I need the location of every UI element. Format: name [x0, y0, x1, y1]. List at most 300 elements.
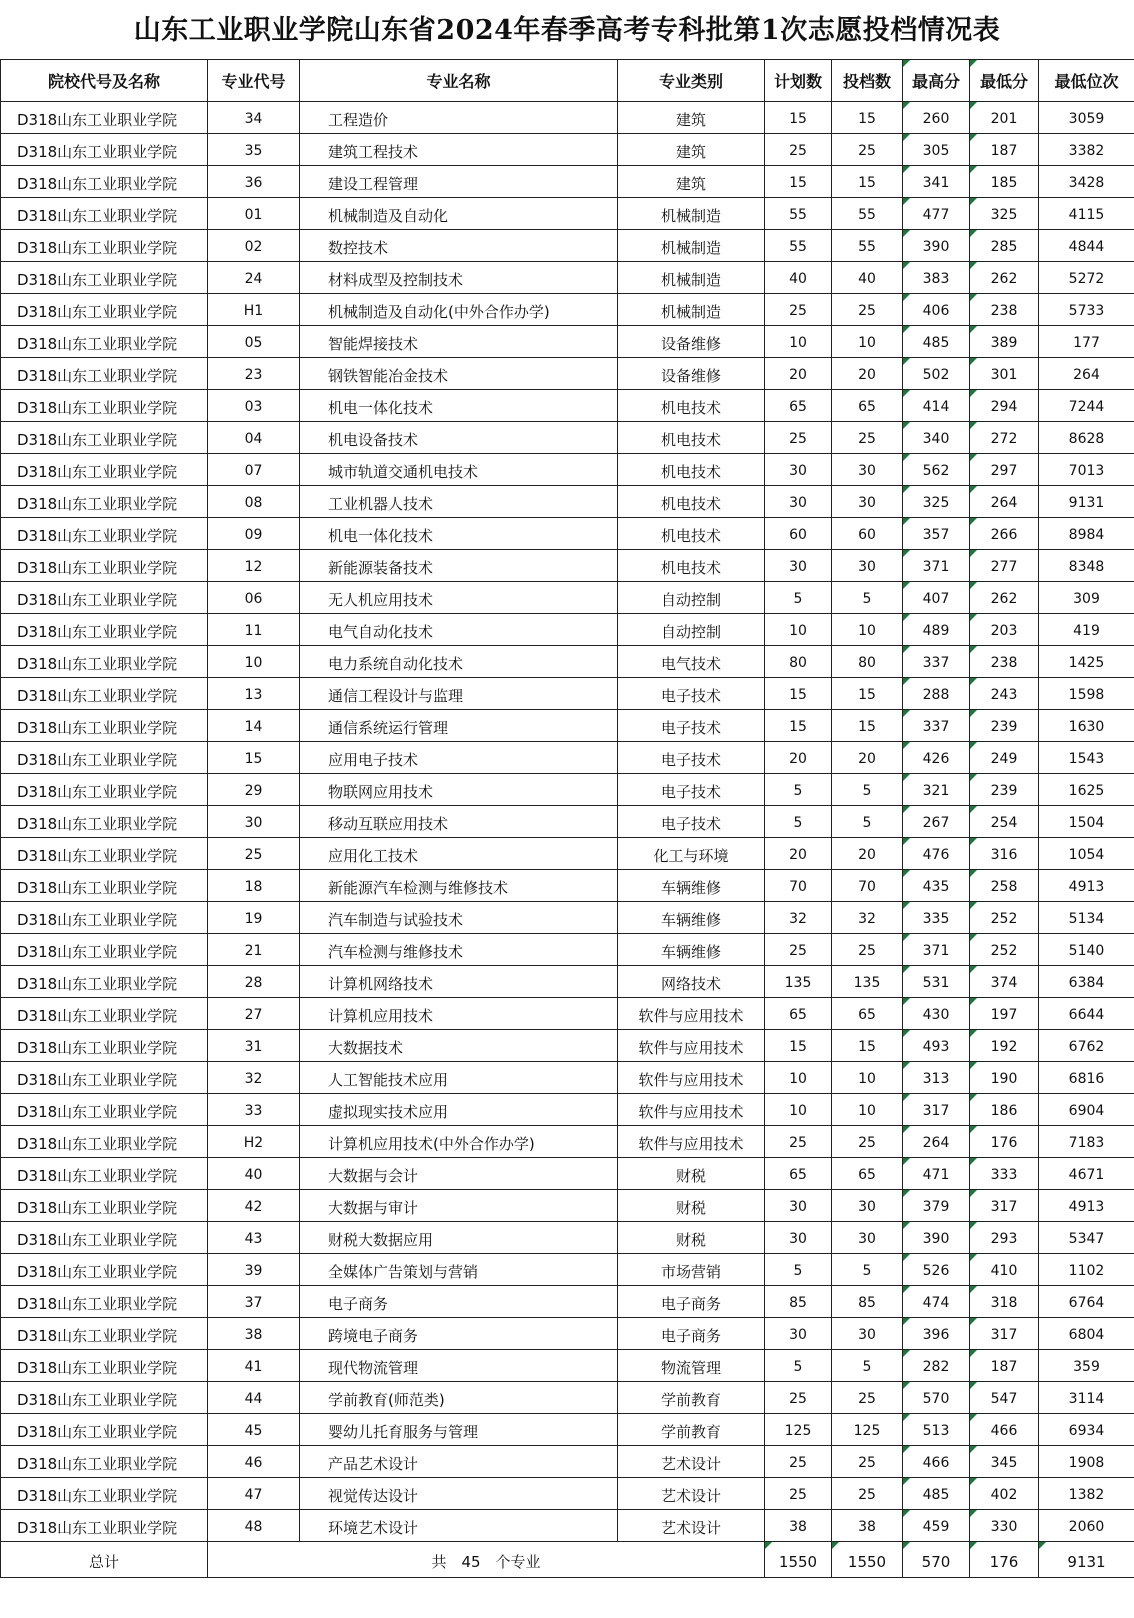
- plan-count-cell: 38: [765, 1510, 832, 1542]
- min-rank-cell: 6644: [1039, 998, 1134, 1030]
- admit-count-cell: 30: [832, 1318, 903, 1350]
- school-cell: D318山东工业职业学院: [1, 998, 208, 1030]
- max-score-cell: 390: [903, 1222, 970, 1254]
- table-row: [1, 1510, 1134, 1542]
- plan-count-cell: 5: [765, 1350, 832, 1382]
- max-score-cell: 407: [903, 582, 970, 614]
- admit-count-cell: 15: [832, 1030, 903, 1062]
- max-score-cell: 396: [903, 1318, 970, 1350]
- table-row: [1, 166, 1134, 198]
- max-score-cell: 383: [903, 262, 970, 294]
- major-category-cell: 电子商务: [618, 1318, 765, 1350]
- max-score-cell: 435: [903, 870, 970, 902]
- header-major-code: 专业代号: [208, 60, 300, 102]
- max-score-cell: 430: [903, 998, 970, 1030]
- plan-count-cell: 70: [765, 870, 832, 902]
- min-score-cell: 238: [970, 646, 1039, 678]
- major-name-cell: 学前教育(师范类): [300, 1382, 618, 1414]
- min-rank-cell: 6764: [1039, 1286, 1134, 1318]
- plan-count-cell: 25: [765, 1126, 832, 1158]
- table-row: [1, 806, 1134, 838]
- major-category-cell: 机电技术: [618, 454, 765, 486]
- min-score-cell: 294: [970, 390, 1039, 422]
- min-score-cell: 197: [970, 998, 1039, 1030]
- plan-count-cell: 40: [765, 262, 832, 294]
- plan-count-cell: 65: [765, 390, 832, 422]
- major-category-cell: 车辆维修: [618, 902, 765, 934]
- total-row: [1, 1542, 1134, 1578]
- school-cell: D318山东工业职业学院: [1, 614, 208, 646]
- min-rank-cell: 4115: [1039, 198, 1134, 230]
- major-category-cell: 机电技术: [618, 518, 765, 550]
- major-category-cell: 艺术设计: [618, 1478, 765, 1510]
- table-row: [1, 1350, 1134, 1382]
- major-code-cell: 32: [208, 1062, 300, 1094]
- school-cell: D318山东工业职业学院: [1, 1286, 208, 1318]
- min-score-cell: 187: [970, 1350, 1039, 1382]
- plan-count-cell: 65: [765, 998, 832, 1030]
- table-row: [1, 646, 1134, 678]
- major-code-cell: H2: [208, 1126, 300, 1158]
- min-score-cell: 239: [970, 710, 1039, 742]
- major-category-cell: 机电技术: [618, 422, 765, 454]
- max-score-cell: 282: [903, 1350, 970, 1382]
- min-rank-cell: 264: [1039, 358, 1134, 390]
- major-code-cell: 05: [208, 326, 300, 358]
- major-code-cell: 09: [208, 518, 300, 550]
- admit-count-cell: 5: [832, 806, 903, 838]
- admit-count-cell: 25: [832, 1126, 903, 1158]
- min-score-cell: 293: [970, 1222, 1039, 1254]
- table-row: [1, 262, 1134, 294]
- major-category-cell: 自动控制: [618, 582, 765, 614]
- min-score-cell: 203: [970, 614, 1039, 646]
- table-row: [1, 774, 1134, 806]
- school-cell: D318山东工业职业学院: [1, 1382, 208, 1414]
- admit-count-cell: 5: [832, 774, 903, 806]
- plan-count-cell: 30: [765, 1222, 832, 1254]
- major-name-cell: 新能源汽车检测与维修技术: [300, 870, 618, 902]
- major-code-cell: 39: [208, 1254, 300, 1286]
- school-cell: D318山东工业职业学院: [1, 870, 208, 902]
- min-rank-cell: 6934: [1039, 1414, 1134, 1446]
- min-rank-cell: 4844: [1039, 230, 1134, 262]
- major-code-cell: 27: [208, 998, 300, 1030]
- major-code-cell: 07: [208, 454, 300, 486]
- major-name-cell: 汽车检测与维修技术: [300, 934, 618, 966]
- table-row: [1, 1190, 1134, 1222]
- min-score-cell: 266: [970, 518, 1039, 550]
- total-label: 总计: [1, 1542, 208, 1578]
- min-rank-cell: 3428: [1039, 166, 1134, 198]
- admit-count-cell: 25: [832, 934, 903, 966]
- plan-count-cell: 10: [765, 1062, 832, 1094]
- max-score-cell: 570: [903, 1382, 970, 1414]
- plan-count-cell: 25: [765, 294, 832, 326]
- major-name-cell: 应用电子技术: [300, 742, 618, 774]
- plan-count-cell: 5: [765, 582, 832, 614]
- admission-table: [0, 59, 1134, 1578]
- major-category-cell: 电子技术: [618, 678, 765, 710]
- major-code-cell: 13: [208, 678, 300, 710]
- max-score-cell: 341: [903, 166, 970, 198]
- admit-count-cell: 30: [832, 1222, 903, 1254]
- total-plan: 1550: [765, 1542, 832, 1578]
- major-category-cell: 机械制造: [618, 230, 765, 262]
- major-name-cell: 通信系统运行管理: [300, 710, 618, 742]
- major-name-cell: 计算机应用技术(中外合作办学): [300, 1126, 618, 1158]
- table-row: [1, 902, 1134, 934]
- school-cell: D318山东工业职业学院: [1, 230, 208, 262]
- major-name-cell: 无人机应用技术: [300, 582, 618, 614]
- sheet-title: 山东工业职业学院山东省2024年春季高考专科批第1次志愿投档情况表: [133, 15, 1001, 46]
- min-rank-cell: 1102: [1039, 1254, 1134, 1286]
- major-code-cell: 30: [208, 806, 300, 838]
- major-name-cell: 材料成型及控制技术: [300, 262, 618, 294]
- major-category-cell: 建筑: [618, 166, 765, 198]
- table-row: [1, 966, 1134, 998]
- max-score-cell: 317: [903, 1094, 970, 1126]
- school-cell: D318山东工业职业学院: [1, 902, 208, 934]
- max-score-cell: 485: [903, 326, 970, 358]
- school-cell: D318山东工业职业学院: [1, 582, 208, 614]
- min-score-cell: 239: [970, 774, 1039, 806]
- school-cell: D318山东工业职业学院: [1, 198, 208, 230]
- admit-count-cell: 65: [832, 998, 903, 1030]
- admit-count-cell: 30: [832, 1190, 903, 1222]
- min-score-cell: 325: [970, 198, 1039, 230]
- table-row: [1, 582, 1134, 614]
- major-code-cell: 36: [208, 166, 300, 198]
- plan-count-cell: 25: [765, 1382, 832, 1414]
- max-score-cell: 260: [903, 102, 970, 134]
- table-row: [1, 1094, 1134, 1126]
- table-row: [1, 422, 1134, 454]
- max-score-cell: 485: [903, 1478, 970, 1510]
- table-row: [1, 1318, 1134, 1350]
- admit-count-cell: 20: [832, 838, 903, 870]
- major-code-cell: 14: [208, 710, 300, 742]
- major-category-cell: 车辆维修: [618, 934, 765, 966]
- max-score-cell: 414: [903, 390, 970, 422]
- min-score-cell: 249: [970, 742, 1039, 774]
- max-score-cell: 371: [903, 934, 970, 966]
- major-code-cell: 40: [208, 1158, 300, 1190]
- major-category-cell: 车辆维修: [618, 870, 765, 902]
- school-cell: D318山东工业职业学院: [1, 262, 208, 294]
- max-score-cell: 371: [903, 550, 970, 582]
- min-score-cell: 410: [970, 1254, 1039, 1286]
- major-code-cell: 25: [208, 838, 300, 870]
- min-score-cell: 330: [970, 1510, 1039, 1542]
- max-score-cell: 526: [903, 1254, 970, 1286]
- max-score-cell: 426: [903, 742, 970, 774]
- major-name-cell: 视觉传达设计: [300, 1478, 618, 1510]
- table-row: [1, 998, 1134, 1030]
- admit-count-cell: 10: [832, 326, 903, 358]
- table-row: [1, 102, 1134, 134]
- max-score-cell: 390: [903, 230, 970, 262]
- min-rank-cell: 7013: [1039, 454, 1134, 486]
- major-code-cell: 28: [208, 966, 300, 998]
- plan-count-cell: 5: [765, 806, 832, 838]
- header-major-name: 专业名称: [300, 60, 618, 102]
- major-name-cell: 机电一体化技术: [300, 390, 618, 422]
- min-rank-cell: 6384: [1039, 966, 1134, 998]
- admit-count-cell: 15: [832, 166, 903, 198]
- admit-count-cell: 65: [832, 390, 903, 422]
- major-name-cell: 应用化工技术: [300, 838, 618, 870]
- min-rank-cell: 5733: [1039, 294, 1134, 326]
- major-name-cell: 计算机网络技术: [300, 966, 618, 998]
- plan-count-cell: 20: [765, 742, 832, 774]
- max-score-cell: 489: [903, 614, 970, 646]
- major-code-cell: 34: [208, 102, 300, 134]
- min-rank-cell: 9131: [1039, 486, 1134, 518]
- min-rank-cell: 7244: [1039, 390, 1134, 422]
- major-name-cell: 电气自动化技术: [300, 614, 618, 646]
- admit-count-cell: 15: [832, 678, 903, 710]
- major-category-cell: 财税: [618, 1158, 765, 1190]
- min-score-cell: 201: [970, 102, 1039, 134]
- max-score-cell: 337: [903, 646, 970, 678]
- major-code-cell: 21: [208, 934, 300, 966]
- min-score-cell: 272: [970, 422, 1039, 454]
- major-category-cell: 软件与应用技术: [618, 1030, 765, 1062]
- min-rank-cell: 5347: [1039, 1222, 1134, 1254]
- major-code-cell: 45: [208, 1414, 300, 1446]
- header-min-score: 最低分: [970, 60, 1039, 102]
- max-score-cell: 321: [903, 774, 970, 806]
- major-code-cell: 15: [208, 742, 300, 774]
- admit-count-cell: 40: [832, 262, 903, 294]
- major-category-cell: 机械制造: [618, 198, 765, 230]
- admit-count-cell: 10: [832, 614, 903, 646]
- min-score-cell: 264: [970, 486, 1039, 518]
- min-score-cell: 389: [970, 326, 1039, 358]
- table-row: [1, 1286, 1134, 1318]
- min-score-cell: 466: [970, 1414, 1039, 1446]
- table-row: [1, 1478, 1134, 1510]
- max-score-cell: 474: [903, 1286, 970, 1318]
- min-score-cell: 318: [970, 1286, 1039, 1318]
- max-score-cell: 562: [903, 454, 970, 486]
- min-score-cell: 262: [970, 582, 1039, 614]
- major-category-cell: 艺术设计: [618, 1446, 765, 1478]
- major-name-cell: 现代物流管理: [300, 1350, 618, 1382]
- plan-count-cell: 60: [765, 518, 832, 550]
- header-plan-count: 计划数: [765, 60, 832, 102]
- min-score-cell: 258: [970, 870, 1039, 902]
- admit-count-cell: 65: [832, 1158, 903, 1190]
- table-row: [1, 1222, 1134, 1254]
- major-category-cell: 机电技术: [618, 486, 765, 518]
- school-cell: D318山东工业职业学院: [1, 550, 208, 582]
- major-category-cell: 学前教育: [618, 1382, 765, 1414]
- min-rank-cell: 8628: [1039, 422, 1134, 454]
- table-row: [1, 1158, 1134, 1190]
- major-code-cell: 38: [208, 1318, 300, 1350]
- admit-count-cell: 25: [832, 294, 903, 326]
- school-cell: D318山东工业职业学院: [1, 1318, 208, 1350]
- min-rank-cell: 7183: [1039, 1126, 1134, 1158]
- school-cell: D318山东工业职业学院: [1, 454, 208, 486]
- school-cell: D318山东工业职业学院: [1, 774, 208, 806]
- admit-count-cell: 10: [832, 1094, 903, 1126]
- school-cell: D318山东工业职业学院: [1, 1190, 208, 1222]
- plan-count-cell: 25: [765, 1446, 832, 1478]
- min-score-cell: 345: [970, 1446, 1039, 1478]
- min-score-cell: 252: [970, 934, 1039, 966]
- admit-count-cell: 25: [832, 422, 903, 454]
- school-cell: D318山东工业职业学院: [1, 1414, 208, 1446]
- min-rank-cell: 1054: [1039, 838, 1134, 870]
- plan-count-cell: 20: [765, 838, 832, 870]
- min-rank-cell: 6904: [1039, 1094, 1134, 1126]
- plan-count-cell: 15: [765, 678, 832, 710]
- major-category-cell: 软件与应用技术: [618, 1094, 765, 1126]
- table-row: [1, 518, 1134, 550]
- plan-count-cell: 25: [765, 1478, 832, 1510]
- major-name-cell: 机电设备技术: [300, 422, 618, 454]
- min-score-cell: 186: [970, 1094, 1039, 1126]
- admit-count-cell: 5: [832, 582, 903, 614]
- plan-count-cell: 25: [765, 934, 832, 966]
- major-category-cell: 物流管理: [618, 1350, 765, 1382]
- table-row: [1, 1382, 1134, 1414]
- major-name-cell: 虚拟现实技术应用: [300, 1094, 618, 1126]
- plan-count-cell: 55: [765, 198, 832, 230]
- min-rank-cell: 4913: [1039, 1190, 1134, 1222]
- major-name-cell: 电力系统自动化技术: [300, 646, 618, 678]
- admit-count-cell: 135: [832, 966, 903, 998]
- major-category-cell: 电子技术: [618, 774, 765, 806]
- admit-count-cell: 20: [832, 742, 903, 774]
- max-score-cell: 477: [903, 198, 970, 230]
- min-score-cell: 317: [970, 1190, 1039, 1222]
- admit-count-cell: 55: [832, 198, 903, 230]
- plan-count-cell: 10: [765, 1094, 832, 1126]
- min-rank-cell: 3114: [1039, 1382, 1134, 1414]
- major-code-cell: 43: [208, 1222, 300, 1254]
- plan-count-cell: 55: [765, 230, 832, 262]
- major-name-cell: 物联网应用技术: [300, 774, 618, 806]
- min-rank-cell: 4913: [1039, 870, 1134, 902]
- plan-count-cell: 85: [765, 1286, 832, 1318]
- school-cell: D318山东工业职业学院: [1, 1030, 208, 1062]
- max-score-cell: 466: [903, 1446, 970, 1478]
- major-category-cell: 化工与环境: [618, 838, 765, 870]
- major-name-cell: 移动互联应用技术: [300, 806, 618, 838]
- major-name-cell: 汽车制造与试验技术: [300, 902, 618, 934]
- min-rank-cell: 6816: [1039, 1062, 1134, 1094]
- admit-count-cell: 30: [832, 454, 903, 486]
- min-rank-cell: 8348: [1039, 550, 1134, 582]
- table-row: [1, 358, 1134, 390]
- max-score-cell: 471: [903, 1158, 970, 1190]
- major-category-cell: 设备维修: [618, 358, 765, 390]
- min-score-cell: 190: [970, 1062, 1039, 1094]
- header-school: 院校代号及名称: [1, 60, 208, 102]
- school-cell: D318山东工业职业学院: [1, 294, 208, 326]
- major-code-cell: 29: [208, 774, 300, 806]
- school-cell: D318山东工业职业学院: [1, 646, 208, 678]
- major-code-cell: 11: [208, 614, 300, 646]
- plan-count-cell: 135: [765, 966, 832, 998]
- admit-count-cell: 20: [832, 358, 903, 390]
- max-score-cell: 335: [903, 902, 970, 934]
- max-score-cell: 325: [903, 486, 970, 518]
- min-score-cell: 317: [970, 1318, 1039, 1350]
- min-rank-cell: 8984: [1039, 518, 1134, 550]
- min-rank-cell: 1625: [1039, 774, 1134, 806]
- min-score-cell: 333: [970, 1158, 1039, 1190]
- admit-count-cell: 5: [832, 1254, 903, 1286]
- major-code-cell: 03: [208, 390, 300, 422]
- plan-count-cell: 25: [765, 422, 832, 454]
- min-rank-cell: 1504: [1039, 806, 1134, 838]
- header-min-rank: 最低位次: [1039, 60, 1134, 102]
- major-category-cell: 机电技术: [618, 550, 765, 582]
- admit-count-cell: 38: [832, 1510, 903, 1542]
- major-name-cell: 计算机应用技术: [300, 998, 618, 1030]
- major-name-cell: 工程造价: [300, 102, 618, 134]
- admit-count-cell: 55: [832, 230, 903, 262]
- min-rank-cell: 359: [1039, 1350, 1134, 1382]
- major-code-cell: 31: [208, 1030, 300, 1062]
- major-code-cell: 12: [208, 550, 300, 582]
- major-category-cell: 软件与应用技术: [618, 998, 765, 1030]
- table-row: [1, 486, 1134, 518]
- max-score-cell: 502: [903, 358, 970, 390]
- table-row: [1, 390, 1134, 422]
- min-score-cell: 176: [970, 1126, 1039, 1158]
- max-score-cell: 513: [903, 1414, 970, 1446]
- major-category-cell: 电子商务: [618, 1286, 765, 1318]
- table-row: [1, 1062, 1134, 1094]
- header-max-score: 最高分: [903, 60, 970, 102]
- plan-count-cell: 30: [765, 1318, 832, 1350]
- table-row: [1, 198, 1134, 230]
- admit-count-cell: 10: [832, 1062, 903, 1094]
- admit-count-cell: 70: [832, 870, 903, 902]
- major-name-cell: 建筑工程技术: [300, 134, 618, 166]
- min-rank-cell: 4671: [1039, 1158, 1134, 1190]
- min-rank-cell: 5140: [1039, 934, 1134, 966]
- admit-count-cell: 30: [832, 550, 903, 582]
- min-rank-cell: 1382: [1039, 1478, 1134, 1510]
- school-cell: D318山东工业职业学院: [1, 1254, 208, 1286]
- admit-count-cell: 25: [832, 1382, 903, 1414]
- min-score-cell: 402: [970, 1478, 1039, 1510]
- school-cell: D318山东工业职业学院: [1, 1158, 208, 1190]
- admit-count-cell: 5: [832, 1350, 903, 1382]
- major-category-cell: 软件与应用技术: [618, 1126, 765, 1158]
- admit-count-cell: 25: [832, 1446, 903, 1478]
- major-name-cell: 大数据与会计: [300, 1158, 618, 1190]
- plan-count-cell: 20: [765, 358, 832, 390]
- min-score-cell: 262: [970, 262, 1039, 294]
- plan-count-cell: 30: [765, 454, 832, 486]
- table-row: [1, 710, 1134, 742]
- min-rank-cell: 1630: [1039, 710, 1134, 742]
- major-name-cell: 婴幼儿托育服务与管理: [300, 1414, 618, 1446]
- admit-count-cell: 80: [832, 646, 903, 678]
- major-category-cell: 电气技术: [618, 646, 765, 678]
- min-score-cell: 316: [970, 838, 1039, 870]
- min-rank-cell: 6804: [1039, 1318, 1134, 1350]
- plan-count-cell: 30: [765, 550, 832, 582]
